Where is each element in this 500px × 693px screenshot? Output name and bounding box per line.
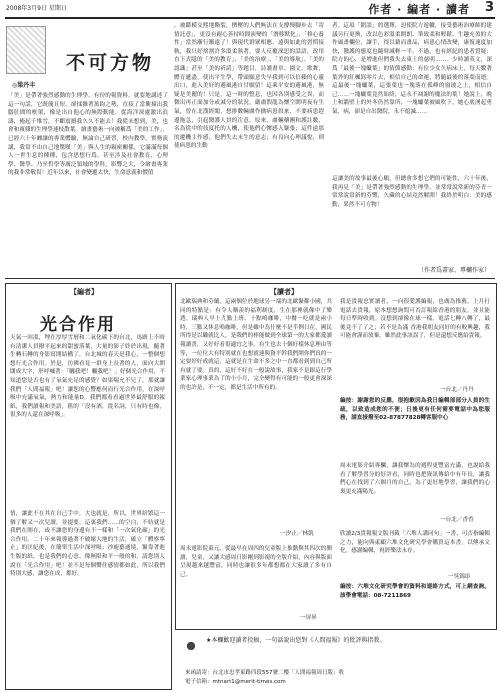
reader-letter-2: 周末電影院東元，從最早在周四的兒童版上推動與其四次的閱讀，兒童，又讓大感周日影剛到影視的全版介紹，內容與版面呈現越來越豐富，同時也讓很多年都想都在大家讀了多有自己。: [180, 546, 332, 578]
article-title-block: [30, 40, 180, 72]
submission-notice: ★本欄歡迎讀者投稿，一句話說出您對《人間福報》的批評與指教。: [206, 637, 386, 644]
editor-tag: 【編者】: [70, 288, 98, 296]
article-column-1: 「美」是帶著強烈感動的生理學。有份的報資料，就要地講述了這一句話，它既簡且短，卻揉雜著萬鈞之勢，直接了當衝撞出我腦肚間的框架，像是出自他心的無際動能，從海洋深處激出浪濤，掩起千堆雪，不斷震撼我久久不能去！我從未想到，美，也會和複雜的生理學連枝散葉。繪畫藝術一向被稱爲「美的工作」，已經六十年纏讓的專業體驗，無論自己研習，校內教學、實務演講，我常不由自己地驚嘆「美」與人生的親密關係，它滿滿每個人一世生息的種種，包含思想行爲，甚至涉及社會教育、心理學、醫學、乃至哲學等廣泛領域的學科，影響之大，令繪畫專業的我非常敬畏！近年以來，社會變遷太快，生命意義和價值: [8, 93, 168, 177]
editor-reply-2: 編按：六堆文化研究學會的資料和連絡方式，可上網查詢。該學會電話：08-7211869: [340, 584, 490, 599]
contact-address: 來函請寄：台北市忠孝東路四段557號二樓「人間福報周日版」收: [185, 670, 344, 676]
article-column-2: ，被鑑模交熙地撕裂，擠壓的人們無法在支撐慢腳步去「寄情託意」，更沒有耐心善持時間演變的「潛移默化」，「修心養性」當然漸行漸遠了！與現代群眾相應，遠與如此的習慣接軌，我只好捨割許多溫柔執著，要人反覆深思的話語，改用直下式隱的「美的教育」、「美的治療」、「美的導航」、「美的認識」甚至「美的祈請」等題目，詩讀畫章、園文、歌舞，體育遞盡，使出平生學，帶頭願意失早我到可以信賴的心靈出口，進入美好的避風港自甘願留！這乘平安的避風港，無疑是美麗的！只是，這一時的整息，也因各別感受之異，而微出再正面加分或減分的狀況。嚴肅假龍為懷空閑明夜有生氣，曾在北漢經聞，想排數輛盧作擒病患叙來，不要病患趕邊拖急，引起醫護人員的注意。原來，盧輛藥團和護註數，名為從中的技度托的人機，使他們心懷感入緊張；這件遠那的遷機主作感，他們失去末生的意志；有良向心理議悅，則使病患的生動: [174, 23, 324, 150]
decorative-ornament-icon: [180, 634, 202, 658]
article-byline: ◎梁丹丰: [12, 82, 36, 89]
section-divider: [5, 278, 495, 279]
article-column-3: 者。這項「錯誤」的選擇，迫使院方遊轍，接受藝術治療師的建議另行更換，改以色彩溫柔開朗、筆致柔和輕鬆、生趣充盈的大作風畫欄位，讓手，得以藉而畫品，病患心情改變，康復速度加快，醫護的態度也隨時減輕一半。不過，也有經紀的患者質疑：院方的心，是增進但們我失去東土的慈明……。少時讀英文，深爲「最後一塊蠟葉」的情節感動：有位少女久病床上，每天數著葉外的紅楓寫零片去，相信自己的命運，將隨最後的落葉而逝。這最後一塊蠟葉，這張葉也一塊落在孤峰的窗玻之上，相信自己……一塊蠟葉竟然始終，這永不凋謝的魔法的葉！她說上，晚上和牆壁上的外冬仍然靠所，一塊蠟葉被風吹下，她心底湧起勇氣，病，卻是自出醫院，永不熄滅……: [332, 23, 492, 115]
editor-column-1: 天氣一回溫，埋在厚厚雪層和二氧化碳下的台北，馬路上不時有清潔人員撥平起來的甜蜜落葉，大量的影子終於出現，隨著生轉石轉的身影寫開結構了，台北城的春天是我心，一整個想想行光合作用。於是，彷佛看見一群身上長著的人，面向大開闊成大字，形呼喊著：「曬我吧！曬我吧！」好個光合作用，不知道您是否也有了氧氣充足的感覺？如果喘允不兄了，那就讓我們「人間福報」吧！讓您的心響應何而行光合作用，在深呼吸中充滿氧氣，熱力和能量D。我們都看看過世界最舒服的報紙，我們讀報和美語，舊的「沒有酒，從名詞，只有時也像，很多的人還在深呼吸」。: [10, 335, 165, 419]
editor-column-2: 情，讓此不在其在自己手中，大也就是，所以，世界紛繁這一個了解又一次兒讀，並提要，這裏我們……的空白，不妨就是我們在開在，或不讓您的身邊有不一樣和「一次氣化碳」的光合作用。二十年來報導過著不破壞大地的生活，確立「體察寧止」的匡紀後，在簡單生活中深呼吸；沙鹿藝通境，緊靠著進生版的紙，也是我們的心意。像無限和平一般的和。請您別人說在「光合作用」吧！並不是每個嚮往感情都如此，所以我們特別大感，讓您在成，都好。: [10, 511, 165, 578]
reader-letter-1: 北歐瑞典和芬蘭，這兩個位於地球另一端的北歐緊鄰小國，共同的特點是：有令人稱羨的福利制度，生在那裡就像中了樂透。瑞典人早上九點上班、十點鳴咖啡，中餐一吃就是兩小時，三點又休息鳴咖啡，但是雖中為什麼不是半例日在，國民所得是以職就比人，是我們的棒能做到全球第一的大家都愛讀報讀書，又好好看很適宜之事，有生也去十個好樣休息理由等等，一位位大有特別就在也想就連與資平幹我們開你們真的一定要好好成就這，這就是在生命不多之中一直都看到到自己所有就了要。真的，這好不好在一般說故事，我家不是跟這行學業家心理事業為了的小小月，完全變得有可能的一般更會深深的也許是，不一定，都是生活中所有的。: [180, 299, 332, 391]
article-title: 不可方物: [66, 52, 155, 74]
reader-signature-3: 一台北／丹丹: [440, 387, 474, 393]
reader-signature-1: 一汐止／林凱: [280, 531, 314, 537]
reader-signature-5: 一吳錦添: [448, 574, 471, 580]
issue-date: 2008年3月9日 星期日: [6, 5, 67, 12]
header-rule: [5, 17, 495, 19]
reader-tag: 【讀者】: [270, 288, 298, 296]
section-title: 作者 · 編者 · 讀者: [368, 3, 470, 16]
editor-title: 光合作用: [40, 315, 116, 335]
reader-letter-3: 我是貴報忠實讀者，一向很愛護編報，也廣為推薦。上月打電話去貴報，原本想想詢問可否訂報給香港的朋友，並且能每日準時收到。沒想到卻像在球一樣，電話七轉八轉了，最後竟不了了之；若不是為滿 香港我朋友同好的有較興趣，我可能會謹而放棄，雖然此事該誤了，但是還想反應給貴報。: [340, 299, 490, 340]
editor-reply-1: 編按：謝謝您的反應，很抱歉因為我日編輯部部分人員的生疏，以致造成您的不便；日後更有任何需要電話中為您服務，請直接撥至02-87877828轉客服中心: [340, 398, 490, 422]
reader-signature-4: 一台北／香香: [440, 517, 474, 523]
author-note: （作者爲畫家、專欄作家）: [417, 267, 490, 274]
reader-signature-2: 一屏昇: [300, 615, 317, 621]
reader-letter-5: 欣讀2/3貴報報文版刊載「六堆人講同句」一書，可否指編輯之力，能向與東顧六堆文化研究學會購買這本書，以傳承文化。感謝編輯，祝經樂法永存。: [340, 531, 490, 555]
reader-letter-4: 周末電影介紹專欄，讓我懷為的週程更豐富充滿，也說給我看了解學習分的好評看，同時也把資訊傳給中有年長，讓我們心在找到了六個月的自己，為了更好地學習，讓我們的心裏更充滿陽光。: [340, 463, 490, 495]
contact-email: 電子信箱：mtnart1@merit-times.com: [185, 679, 286, 685]
page-number: 3: [484, 0, 494, 15]
article-column-3b: 這讓美的故事最後心願，但總會多想它們的可能性，六十年後，我再見「美」是帶著強烈感動的生理學，並常常說常新的芬青一常常說常新的芬響，久藏的心結竟然解開！我終於明白：美的感動，果然不可方物！: [332, 176, 492, 208]
